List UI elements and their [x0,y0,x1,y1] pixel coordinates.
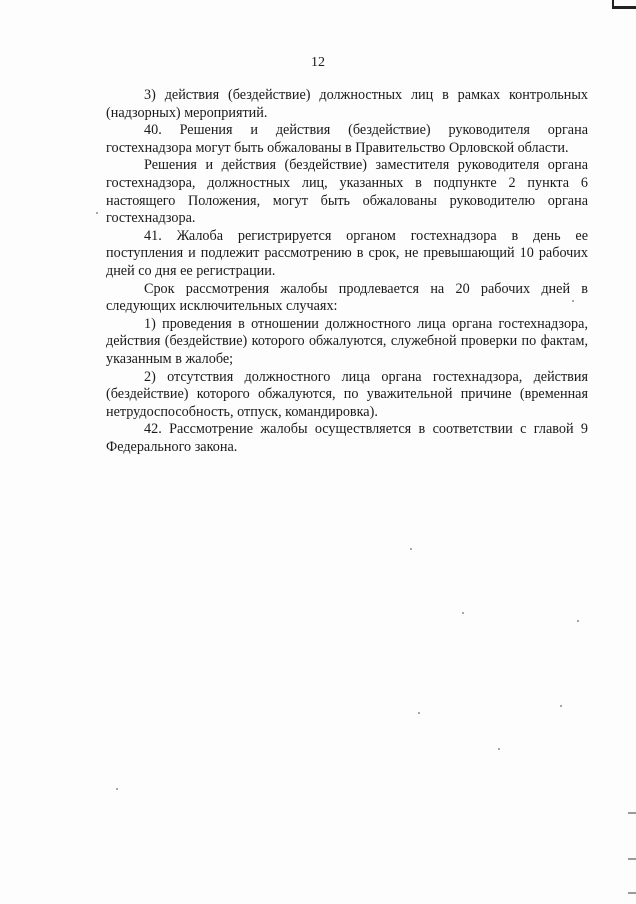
scan-edge-mark [628,812,636,814]
scan-edge-mark [628,858,636,860]
paragraph-41-case-2: 2) отсутствия должностного лица органа гостехнадзора, действия (бездействие) которого обжалуются, по уважительной причине (временная нетрудоспособность, отпуск, командировка). [106,368,588,420]
scan-speck [577,620,579,622]
scan-speck [572,300,574,302]
page-number: 12 [311,55,325,70]
scan-speck [498,748,500,750]
paragraph-42: 42. Рассмотрение жалобы осуществляется в соответствии с главой 9 Федерального закона. [106,421,588,455]
paragraph-40: 40. Решения и действия (бездействие) руководителя органа гостехнадзора могут быть обжалованы в Правительство Орловской области. [106,122,588,156]
scan-speck [462,612,464,614]
document-body [106,87,588,456]
scan-corner-mark [612,0,636,9]
scan-speck [560,705,562,707]
paragraph-41: 41. Жалоба регистрируется органом гостехнадзора в день ее поступления и подлежит рассмотрению в срок, не превышающий 10 рабочих дней со дня ее регистрации. [106,227,588,279]
scan-speck [116,788,118,790]
scan-speck [410,548,412,550]
paragraph-41-extension: Срок рассмотрения жалобы продлевается на 20 рабочих дней в следующих исключительных случаях: [106,280,588,315]
paragraph-41-case-1: 1) проведения в отношении должностного лица органа гостехнадзора, действия (бездействие) которого обжалуются, служебной проверки по фактам, указанным в жалобе; [106,315,588,367]
paragraph-40-deputy: Решения и действия (бездействие) заместителя руководителя органа гостехнадзора, должностных лиц, указанных в подпункте 2 пункта 6 настоящего Положения, могут быть обжалованы руководителю органа гостехнадзора. [106,157,588,227]
paragraph-item-3: 3) действия (бездействие) должностных лиц в рамках контрольных (надзорных) мероприятий. [106,87,588,121]
scan-edge-mark [628,892,636,894]
scan-speck [96,212,98,214]
scan-speck [418,712,420,714]
